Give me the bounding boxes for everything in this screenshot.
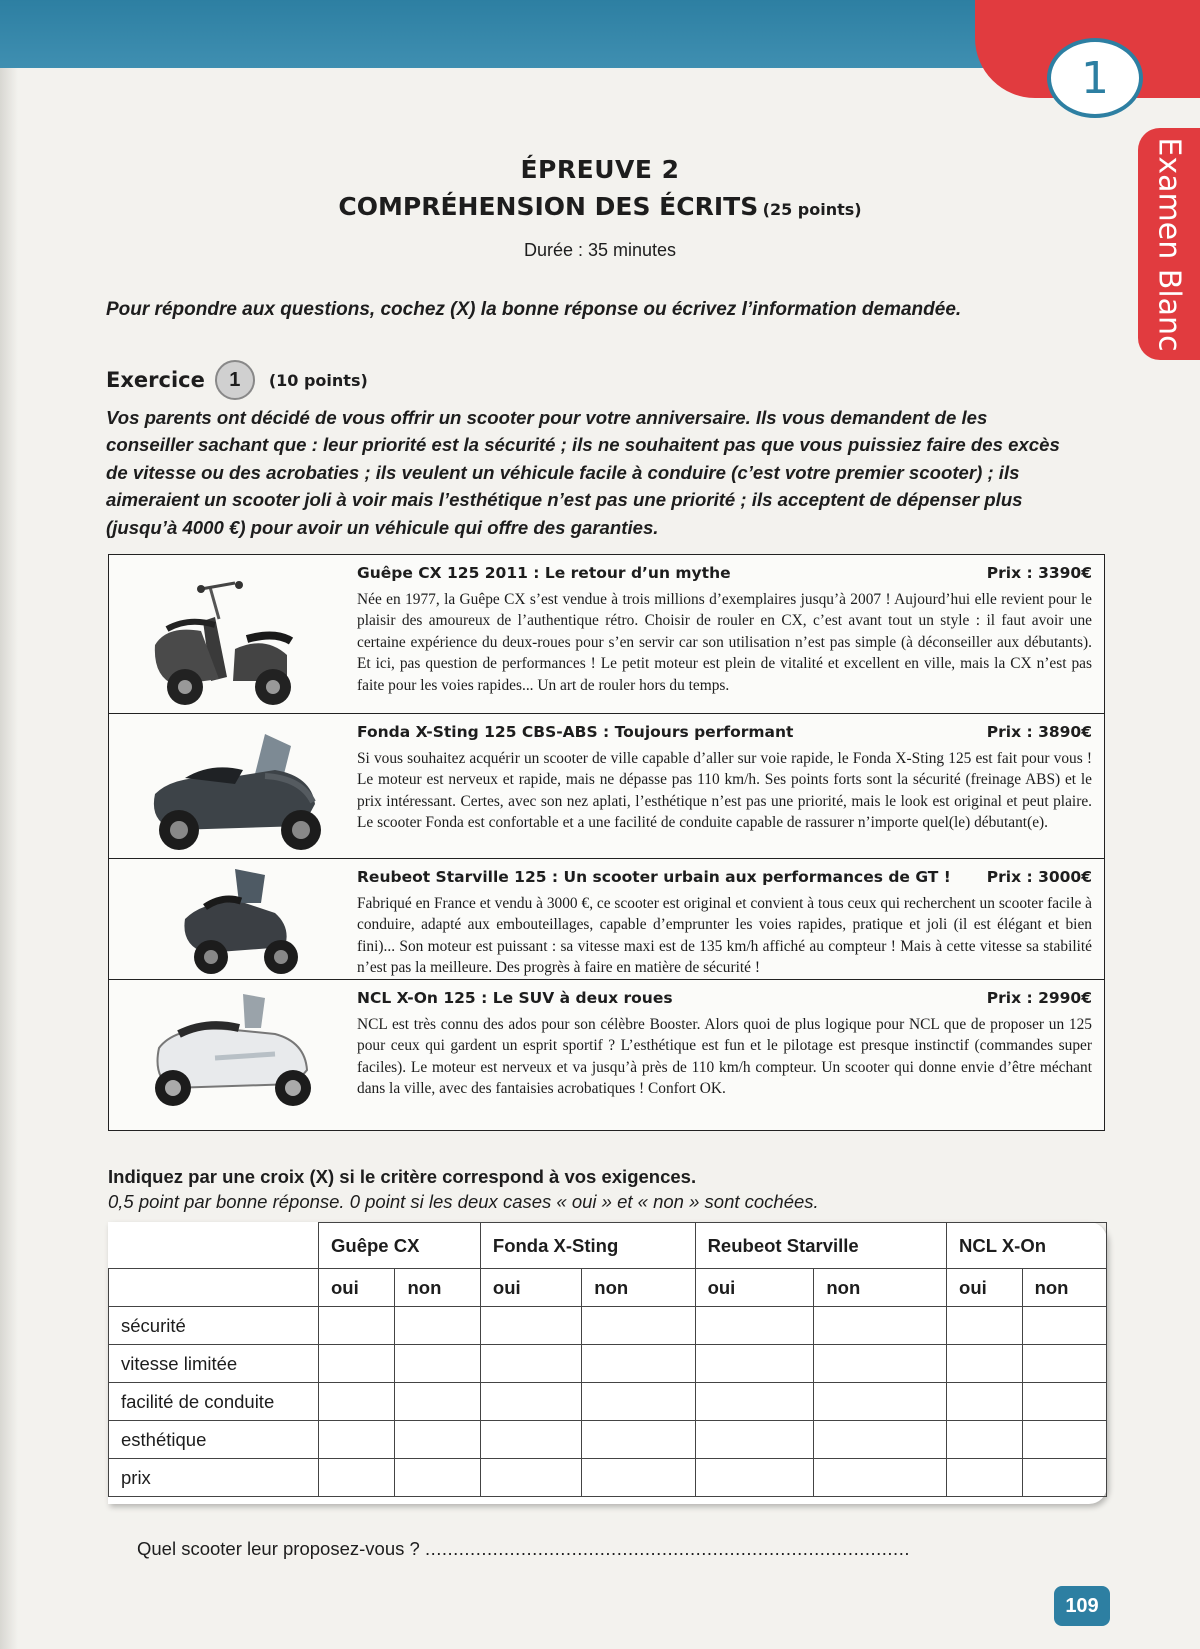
no-header: non [395, 1269, 480, 1307]
table-row [109, 1459, 1107, 1497]
product-card [109, 980, 1104, 1132]
page-title: ÉPREUVE 2 [520, 155, 680, 184]
answer-checkbox-cell[interactable] [582, 1459, 695, 1497]
final-question [137, 1538, 910, 1560]
empty-corner-cell [109, 1223, 319, 1269]
table-header-row [109, 1223, 1107, 1269]
answer-checkbox-cell[interactable] [695, 1383, 814, 1421]
answer-checkbox-cell[interactable] [695, 1421, 814, 1459]
answer-checkbox-cell[interactable] [582, 1383, 695, 1421]
criteria-table [108, 1222, 1107, 1497]
criteria-instruction: Indiquez par une croix (X) si le critère correspond à vos exigences. [108, 1166, 697, 1187]
answer-checkbox-cell[interactable] [1022, 1345, 1106, 1383]
page-subtitle [0, 192, 1200, 221]
urban-scooter-image [115, 863, 347, 977]
answer-checkbox-cell[interactable] [695, 1307, 814, 1345]
answer-checkbox-cell[interactable] [947, 1307, 1023, 1345]
yes-header: oui [947, 1269, 1023, 1307]
exercise-number-badge: 1 [215, 360, 255, 400]
white-scooter-image [115, 984, 347, 1108]
no-header: non [814, 1269, 947, 1307]
answer-checkbox-cell[interactable] [480, 1459, 581, 1497]
empty-label-cell [109, 1269, 319, 1307]
table-row [109, 1345, 1107, 1383]
product-text [357, 867, 1092, 979]
answer-checkbox-cell[interactable] [947, 1459, 1023, 1497]
product-header [357, 988, 1092, 1010]
criterion-label: prix [109, 1459, 319, 1497]
answer-checkbox-cell[interactable] [1022, 1421, 1106, 1459]
answer-checkbox-cell[interactable] [480, 1307, 581, 1345]
answer-checkbox-cell[interactable] [814, 1345, 947, 1383]
table-row [109, 1421, 1107, 1459]
criteria-table-card [108, 1222, 1107, 1504]
answer-checkbox-cell[interactable] [582, 1345, 695, 1383]
answer-checkbox-cell[interactable] [395, 1459, 480, 1497]
answer-checkbox-cell[interactable] [395, 1345, 480, 1383]
answer-checkbox-cell[interactable] [480, 1421, 581, 1459]
criterion-label: esthétique [109, 1421, 319, 1459]
answer-checkbox-cell[interactable] [1022, 1459, 1106, 1497]
product-list [108, 554, 1105, 1131]
answer-checkbox-cell[interactable] [814, 1459, 947, 1497]
answer-checkbox-cell[interactable] [814, 1383, 947, 1421]
exercise-label: Exercice [106, 368, 205, 392]
answer-checkbox-cell[interactable] [319, 1459, 395, 1497]
page-number: 109 [1054, 1586, 1110, 1626]
criteria-scoring-note: 0,5 point par bonne réponse. 0 point si les deux cases « oui » et « non » sont cochées. [108, 1191, 819, 1212]
exercise-header [106, 360, 368, 400]
duration-text: Durée : 35 minutes [523, 240, 677, 260]
answer-checkbox-cell[interactable] [582, 1307, 695, 1345]
answer-checkbox-cell[interactable] [814, 1307, 947, 1345]
answer-checkbox-cell[interactable] [695, 1345, 814, 1383]
vintage-scooter-image [115, 559, 347, 709]
answer-checkbox-cell[interactable] [947, 1383, 1023, 1421]
column-header: Guêpe CX [319, 1223, 481, 1269]
answer-checkbox-cell[interactable] [395, 1421, 480, 1459]
answer-checkbox-cell[interactable] [319, 1421, 395, 1459]
product-description: Si vous souhaitez acquérir un scooter de ville capable d’aller sur voie rapide, le Fonda X-Sting 125 est fait pour vous ! Le moteur est nerveux et rapide, mais ne dépasse pas 110 km/h. Ses points forts sont la sécurité (freinage ABS) et le prix intéressant. Certes, avec son nez aplati, l’esthétique n’est pas une priorité, mais le look est original et peut plaire. Le scooter Fonda est confortable et a une facilité de conduite capable de rassurer n’importe quel(le) débutant(e). [357, 749, 1092, 831]
criterion-label: facilité de conduite [109, 1383, 319, 1421]
exercise-points: (10 points) [268, 370, 368, 390]
product-header [357, 563, 1092, 585]
product-description: Fabriqué en France et vendu à 3000 €, ce scooter est original et convient à tous ceux qui recherchent un scooter facile à conduire, adapté aux embouteillages, capable d’emprunter les voies rapides, pratique et joli (il est élégant et bien fini)... Son moteur est puissant : sa vitesse maxi est de 135 km/h affiché au compteur ! Mais à cette vitesse sa stabilité n’est pas la meilleure. Des progrès à faire en matière de sécurité ! [357, 894, 1092, 976]
criterion-label: sécurité [109, 1307, 319, 1345]
final-question-text: Quel scooter leur proposez-vous ? [137, 1538, 420, 1559]
answer-checkbox-cell[interactable] [395, 1307, 480, 1345]
answer-checkbox-cell[interactable] [695, 1459, 814, 1497]
product-description: Née en 1977, la Guêpe CX s’est vendue à trois millions d’exemplaires jusqu’à 2007 ! Aujourd’hui elle revient pour le plaisir des amoureux de l’authentique rétro. Choisir de rouler en CX, c’est avant tout un style : il faut avoir une certaine expérience du deux-roues pour s’en servir car son utilisation n’est pas simple (à déconseiller aux débutants). Et ici, pas question de performances ! Le petit moteur est plein de vitalité et excellent en ville, mais la CX n’est pas faite pour les voies rapides... Un art de rouler hors du temps. [357, 590, 1092, 694]
side-tab-label: Examen Blanc [1151, 136, 1187, 352]
product-price: Prix : 3000€ [986, 868, 1092, 886]
product-text [357, 722, 1092, 834]
product-card [109, 714, 1104, 859]
touring-scooter-image [115, 718, 347, 854]
yes-header: oui [319, 1269, 395, 1307]
section-title: COMPRÉHENSION DES ÉCRITS [338, 192, 759, 221]
answer-checkbox-cell[interactable] [1022, 1307, 1106, 1345]
answer-checkbox-cell[interactable] [480, 1383, 581, 1421]
exam-number-badge: 1 [1047, 38, 1143, 118]
product-header [357, 722, 1092, 744]
no-header: non [1022, 1269, 1106, 1307]
yes-header: oui [695, 1269, 814, 1307]
product-price: Prix : 3390€ [986, 564, 1092, 582]
yes-header: oui [480, 1269, 581, 1307]
product-text [357, 563, 1092, 696]
product-name: Reubeot Starville 125 : Un scooter urbain aux performances de GT ! [357, 868, 951, 886]
instruction-text: Pour répondre aux questions, cochez (X) la bonne réponse ou écrivez l’information demandée. [106, 299, 962, 320]
column-header: NCL X-On [947, 1223, 1107, 1269]
answer-checkbox-cell[interactable] [814, 1421, 947, 1459]
product-name: Fonda X-Sting 125 CBS-ABS : Toujours performant [357, 723, 794, 741]
product-price: Prix : 2990€ [986, 989, 1092, 1007]
product-card [109, 555, 1104, 714]
product-name: Guêpe CX 125 2011 : Le retour d’un mythe [357, 564, 731, 582]
answer-checkbox-cell[interactable] [395, 1383, 480, 1421]
answer-checkbox-cell[interactable] [319, 1345, 395, 1383]
product-name: NCL X-On 125 : Le SUV à deux roues [357, 989, 673, 1007]
answer-checkbox-cell[interactable] [1022, 1383, 1106, 1421]
product-header [357, 867, 1092, 889]
answer-checkbox-cell[interactable] [947, 1345, 1023, 1383]
product-card [109, 859, 1104, 980]
criterion-label: vitesse limitée [109, 1345, 319, 1383]
table-row [109, 1307, 1107, 1345]
answer-checkbox-cell[interactable] [319, 1383, 395, 1421]
answer-line[interactable]: ...................................................................................... [424, 1538, 910, 1559]
answer-checkbox-cell[interactable] [947, 1421, 1023, 1459]
product-price: Prix : 3890€ [986, 723, 1092, 741]
table-row [109, 1383, 1107, 1421]
column-header: Fonda X-Sting [480, 1223, 695, 1269]
exercise-scenario: Vos parents ont décidé de vous offrir un scooter pour votre anniversaire. Ils vous demandent de les conseiller sachant que : leur priorité est la sécurité ; ils ne souhaitent pas que vous puissiez faire des excès de vitesse ou des acrobaties ; ils veulent un véhicule facile à conduire (c’est votre premier scooter) ; ils aimeraient un scooter joli à voir mais l’esthétique n’est pas une priorité ; ils acceptent de dépenser plus (jusqu’à 4000 €) pour avoir un véhicule qui offre des garanties. [106, 407, 1060, 538]
answer-checkbox-cell[interactable] [480, 1345, 581, 1383]
section-points: (25 points) [762, 200, 862, 219]
column-header: Reubeot Starville [695, 1223, 946, 1269]
answer-checkbox-cell[interactable] [582, 1421, 695, 1459]
answer-checkbox-cell[interactable] [319, 1307, 395, 1345]
product-text [357, 988, 1092, 1100]
yes-no-header-row [109, 1269, 1107, 1307]
no-header: non [582, 1269, 695, 1307]
product-description: NCL est très connu des ados pour son célèbre Booster. Alors quoi de plus logique pour NCL que de proposer un 125 pour ceux qui gardent un esprit sportif ? L’esthétique est fun et le pilotage est presque instinctif (commandes super faciles). Le moteur est nerveux et va jusqu’à près de 110 km/h compteur. Un scooter qui donne envie d’être méchant dans la ville, avec des fantaisies acrobatiques ! Confort OK. [357, 1015, 1092, 1097]
